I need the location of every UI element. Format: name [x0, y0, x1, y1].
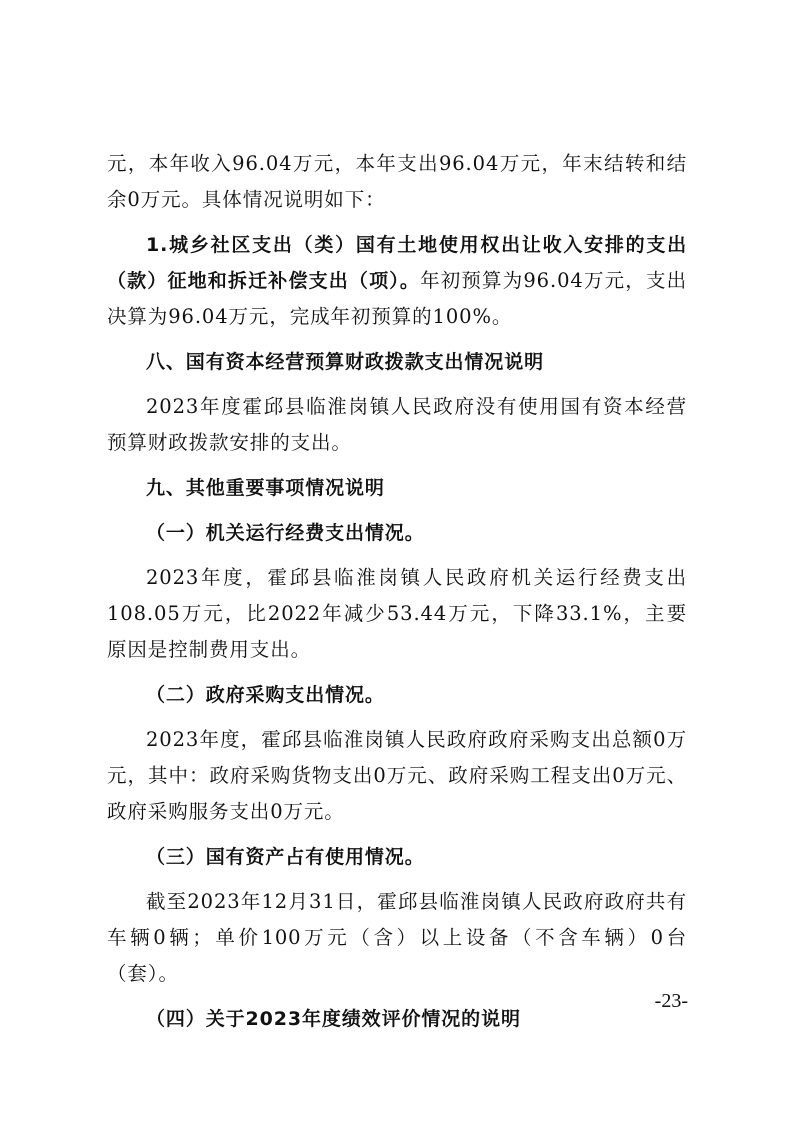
paragraph-item-1 [107, 227, 687, 335]
subsection-2-text: 2023年度，霍邱县临淮岗镇人民政府政府采购支出总额0万元，其中：政府采购货物支出0万元、政府采购工程支出0万元、政府采购服务支出0万元。 [107, 728, 687, 823]
section-9-heading: 九、其他重要事项情况说明 [146, 477, 385, 499]
paragraph-carryover: 元，本年收入96.04万元，本年支出96.04万元，年末结转和结余0万元。具体情况说明如下： [107, 152, 687, 211]
page-body [107, 146, 687, 1037]
section-8-heading: 八、国有资本经营预算财政拨款支出情况说明 [146, 351, 545, 373]
subsection-3-heading: （三）国有资产占有使用情况。 [146, 846, 425, 868]
section-8-text: 2023年度霍邱县临淮岗镇人民政府没有使用国有资本经营预算财政拨款安排的支出。 [107, 395, 687, 454]
page-number: -23- [654, 990, 688, 1012]
subsection-1-text: 2023年度，霍邱县临淮岗镇人民政府机关运行经费支出108.05万元，比2022年减少53.44万元，下降33.1%，主要原因是控制费用支出。 [107, 566, 687, 661]
item-1-heading: 1.城乡社区支出（类）国有土地使用权出让收入安排的支出（款）征地和拆迁补偿支出（项）。 [107, 234, 687, 292]
subsection-1-heading: （一）机关运行经费支出情况。 [146, 522, 425, 544]
item-1-text: 年初预算为96.04万元，支出决算为96.04万元，完成年初预算的100%。 [107, 269, 688, 328]
subsection-4-heading: （四）关于2023年度绩效评价情况的说明 [146, 1008, 521, 1030]
subsection-2-heading: （二）政府采购支出情况。 [146, 684, 385, 706]
subsection-3-text: 截至2023年12月31日，霍邱县临淮岗镇人民政府政府共有车辆0辆；单价100万元（含）以上设备（不含车辆）0台（套）。 [107, 890, 687, 985]
